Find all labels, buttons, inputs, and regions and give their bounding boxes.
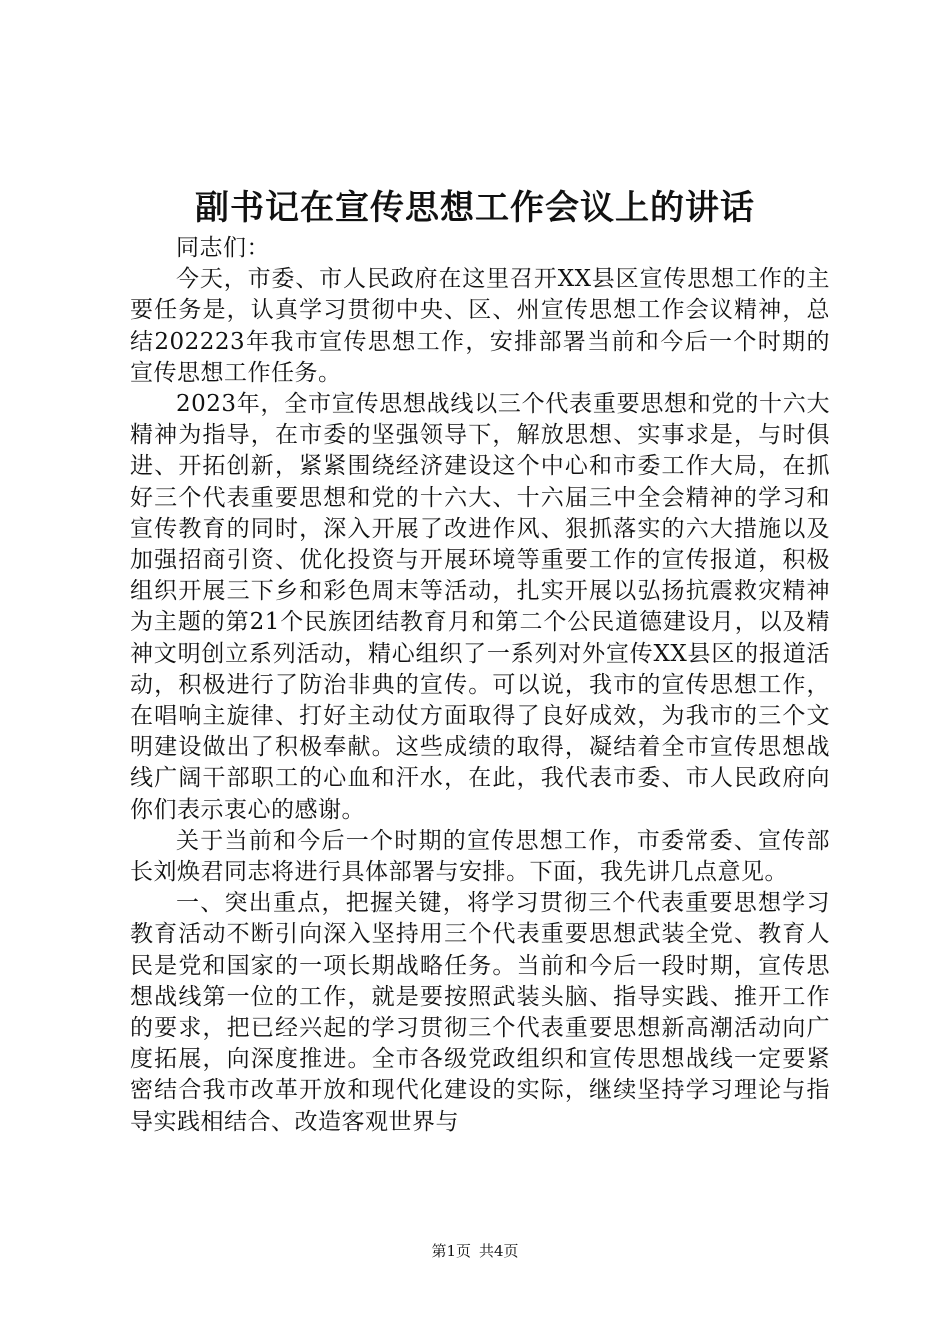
paragraph-achievements: 2023年，全市宣传思想战线以三个代表重要思想和党的十六大精神为指导，在市委的坚强领导下，解放思想、实事求是，与时俱进、开拓创新，紧紧围绕经济建设这个中心和市委工作大局，在抓好三个代表重要思想和党的十六大、十六届三中全会精神的学习和宣传教育的同时，深入开展了改进作风、狠抓落实的六大措施以及加强招商引资、优化投资与开展环境等重要工作的宣传报道，积极组织开展三下乡和彩色周末等活动，扎实开展以弘扬抗震救灾精神为主题的第21个民族团结教育月和第二个公民道德建设月，以及精神文明创立系列活动，精心组织了一系列对外宣传XX县区的报道活动，积极进行了防治非典的宣传。可以说，我市的宣传思想工作，在唱响主旋律、打好主动仗方面取得了良好成效，为我市的三个文明建设做出了积极奉献。这些成绩的取得，凝结着全市宣传思想战线广阔干部职工的心血和汗水，在此，我代表市委、市人民政府向你们表示衷心的感谢。 bbox=[130, 391, 830, 823]
paragraph-arrangement: 关于当前和今后一个时期的宣传思想工作，市委常委、宣传部长刘焕君同志将进行具体部署与安排。下面，我先讲几点意见。 bbox=[130, 827, 830, 886]
page-footer bbox=[0, 1240, 950, 1262]
salutation: 同志们： bbox=[176, 235, 270, 261]
document-title: 副书记在宣传思想工作会议上的讲话 bbox=[195, 188, 755, 228]
paragraph-section-one: 一、突出重点，把握关键，将学习贯彻三个代表重要思想学习教育活动不断引向深入坚持用三个代表重要思想武装全党、教育人民是党和国家的一项长期战略任务。当前和今后一段时期，宣传思想战线第一位的工作，就是要按照武装头脑、指导实践、推开工作的要求，把已经兴起的学习贯彻三个代表重要思想新高潮活动向广度拓展，向深度推进。全市各级党政组织和宣传思想战线一定要紧密结合我市改革开放和现代化建设的实际，继续坚持学习理论与指导实践相结合、改造客观世界与 bbox=[130, 890, 830, 1135]
page-total: 共4页 bbox=[479, 1242, 519, 1260]
page-number: 第1页 bbox=[431, 1242, 471, 1260]
paragraph-opening: 今天，市委、市人民政府在这里召开XX县区宣传思想工作的主要任务是，认真学习贯彻中央、区、州宣传思想工作会议精神，总结202223年我市宣传思想工作，安排部署当前和今后一个时期的宣传思想工作任务。 bbox=[130, 266, 830, 386]
document-body bbox=[130, 233, 830, 1138]
